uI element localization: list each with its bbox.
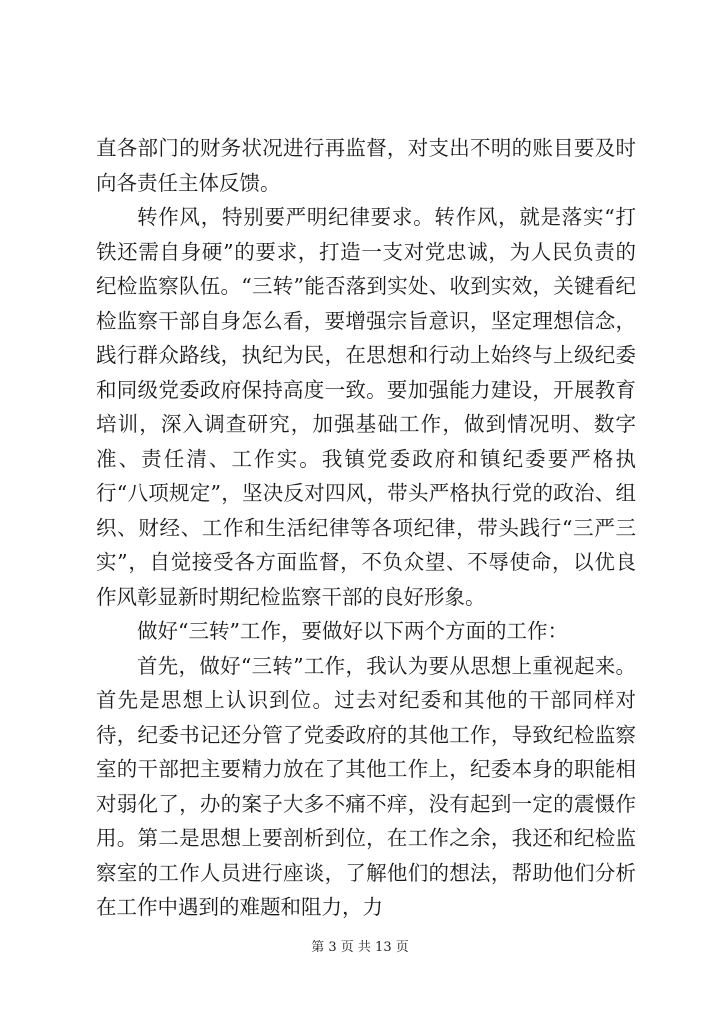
paragraph-first-aspect: 首先，做好“三转”工作，我认为要从思想上重视起来。首先是思想上认识到位。过去对纪委和其他的干部同样对待，纪委书记还分管了党委政府的其他工作，导致纪检监察室的干部把主要精力放在了其他工作上，纪委本身的职能相对弱化了，办的案子大多不痛不痒，没有起到一定的震慑作用。第二是思想上要剖析到位，在工作之余，我还和纪检监察室的工作人员进行座谈，了解他们的想法，帮助他们分析在工作中遇到的难题和阻力，力 <box>96 653 636 919</box>
paragraph-two-aspects: 做好“三转”工作，要做好以下两个方面的工作： <box>137 619 568 643</box>
paragraph-continuation: 直各部门的财务状况进行再监督，对支出不明的账目要及时向各责任主体反馈。 <box>96 136 636 195</box>
document-body <box>96 131 636 925</box>
page-footer: 第 3 页 共 13 页 <box>311 940 409 955</box>
paragraph-work-style: 转作风，特别要严明纪律要求。转作风，就是落实“打铁还需自身硬”的要求，打造一支对党忠诚，为人民负责的纪检监察队伍。“三转”能否落到实处、收到实效，关键看纪检监察干部自身怎么看，要增强宗旨意识，坚定理想信念，践行群众路线，执纪为民，在思想和行动上始终与上级纪委和同级党委政府保持高度一致。要加强能力建设，开展教育培训，深入调查研究，加强基础工作，做到情况明、数字准、责任清、工作实。我镇党委政府和镇纪委要严格执行“八项规定”，坚决反对四风，带头严格执行党的政治、组织、财经、工作和生活纪律等各项纪律，带头践行“三严三实”，自觉接受各方面监督，不负众望、不辱使命，以优良作风彰显新时期纪检监察干部的良好形象。 <box>96 205 636 609</box>
